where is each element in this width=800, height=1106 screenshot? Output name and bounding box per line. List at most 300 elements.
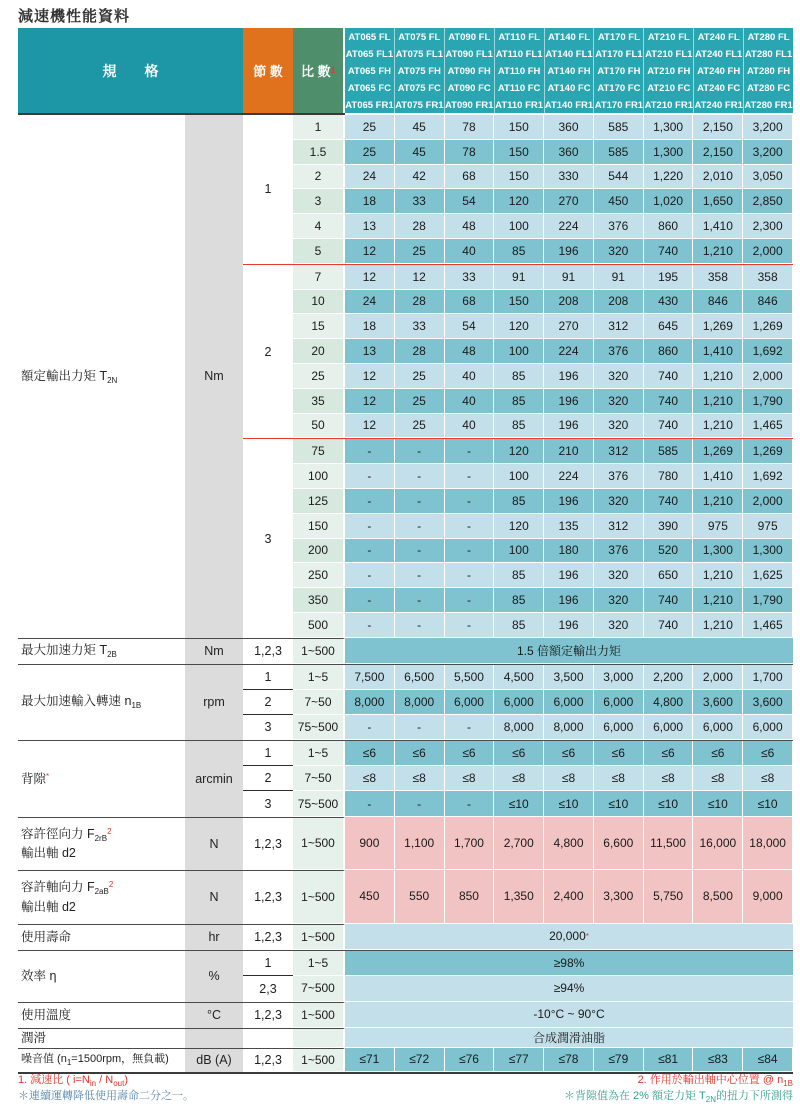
torque-sections bbox=[243, 115, 793, 638]
ratio-cell: 200 bbox=[293, 539, 345, 564]
band-temperature bbox=[18, 1002, 793, 1028]
value-row bbox=[345, 817, 793, 870]
service-life-unit: hr bbox=[185, 924, 243, 950]
torque-value-cell: 1,220 bbox=[644, 165, 694, 190]
torque-section bbox=[243, 115, 793, 264]
data-cell: 6,000 bbox=[693, 715, 743, 740]
model-name: AT090 FL bbox=[448, 32, 491, 43]
subrow bbox=[243, 665, 793, 690]
torque-value-cell: 520 bbox=[644, 539, 694, 564]
torque-value-cell: 78 bbox=[445, 140, 495, 165]
torque-value-cell: 85 bbox=[494, 489, 544, 514]
torque-value-cell: 846 bbox=[693, 290, 743, 315]
data-cell: ≤8 bbox=[395, 766, 445, 791]
data-cell: 1,700 bbox=[445, 817, 495, 870]
value-row bbox=[345, 715, 793, 740]
model-column bbox=[644, 28, 694, 113]
torque-value-cell: - bbox=[345, 489, 395, 514]
data-cell: ≤79 bbox=[594, 1048, 644, 1072]
torque-value-cell: 320 bbox=[594, 613, 644, 638]
subrow bbox=[243, 741, 793, 766]
value-row bbox=[345, 1048, 793, 1072]
backlash-unit: arcmin bbox=[185, 740, 243, 817]
torque-section bbox=[243, 438, 793, 637]
torque-value-cell: 330 bbox=[544, 165, 594, 190]
torque-value-cell: 1,625 bbox=[743, 563, 793, 588]
torque-row bbox=[293, 189, 793, 214]
torque-value-cell: 40 bbox=[445, 414, 495, 439]
header-left bbox=[18, 28, 345, 115]
data-cell: 3,600 bbox=[693, 690, 743, 715]
rated-torque-label: 額定輸出力矩 $T_{2N}$ bbox=[21, 368, 118, 385]
stage-number: 2 bbox=[243, 265, 293, 439]
torque-value-cell: 1,790 bbox=[743, 588, 793, 613]
torque-value-cell: - bbox=[395, 539, 445, 564]
torque-value-cell: 12 bbox=[395, 265, 445, 290]
torque-value-cell: 270 bbox=[544, 314, 594, 339]
data-cell: - bbox=[445, 715, 495, 740]
model-name: AT280 FR1 bbox=[744, 100, 793, 111]
torque-value-cell: 196 bbox=[544, 489, 594, 514]
torque-row bbox=[293, 115, 793, 140]
subrow bbox=[243, 951, 793, 977]
torque-row bbox=[293, 539, 793, 564]
band-backlash bbox=[18, 740, 793, 817]
torque-value-cell: 650 bbox=[644, 563, 694, 588]
model-column bbox=[594, 28, 644, 113]
torque-value-cell: 85 bbox=[494, 414, 544, 439]
torque-value-cell: 40 bbox=[445, 389, 495, 414]
torque-value-cell: - bbox=[345, 514, 395, 539]
torque-value-cell: 196 bbox=[544, 239, 594, 264]
torque-value-cell: 2,300 bbox=[743, 214, 793, 239]
stage-header: 節 數 bbox=[243, 28, 293, 113]
data-cell: ≤8 bbox=[693, 766, 743, 791]
model-name: AT140 FR1 bbox=[544, 100, 594, 111]
model-name: AT110 FL1 bbox=[495, 49, 543, 60]
ratio-cell: 125 bbox=[293, 489, 345, 514]
ratio-cell: 1~500 bbox=[293, 870, 345, 924]
torque-value-cell: 196 bbox=[544, 389, 594, 414]
torque-value-cell: 1,465 bbox=[743, 613, 793, 638]
torque-value-cell: 358 bbox=[693, 265, 743, 290]
torque-value-cell: 196 bbox=[544, 613, 594, 638]
data-cell: 8,500 bbox=[693, 870, 743, 924]
footnote-backlash-note: ＊背隙值為在 2% 額定力矩 $T_{2N}$的扭力下所測得 bbox=[563, 1090, 793, 1104]
torque-value-cell: 1,300 bbox=[693, 539, 743, 564]
torque-value-cell: 85 bbox=[494, 389, 544, 414]
spec-header: 規 格 bbox=[18, 28, 243, 113]
torque-value-cell: 1,210 bbox=[693, 563, 743, 588]
data-cell: ≤6 bbox=[494, 741, 544, 766]
data-cell: 6,000 bbox=[594, 715, 644, 740]
torque-value-cell: 135 bbox=[544, 514, 594, 539]
ratio-cell: 1~500 bbox=[293, 1002, 345, 1028]
max-accel-speed-label: 最大加速輸入轉速 $n_{1B}$ bbox=[18, 664, 185, 740]
data-cell: ≤6 bbox=[743, 741, 793, 766]
torque-value-cell: 28 bbox=[395, 339, 445, 364]
data-cell: 9,000 bbox=[743, 870, 793, 924]
data-cell: 6,000 bbox=[494, 690, 544, 715]
data-cell: 8,000 bbox=[345, 690, 395, 715]
torque-value-cell: 150 bbox=[494, 165, 544, 190]
model-name: AT240 FH bbox=[697, 66, 741, 77]
stage-cell bbox=[243, 1028, 293, 1048]
footnote-left bbox=[18, 1074, 194, 1103]
torque-value-cell: 12 bbox=[345, 239, 395, 264]
torque-row bbox=[293, 314, 793, 339]
model-name: AT170 FC bbox=[597, 83, 641, 94]
stage-cell: 1,2,3 bbox=[243, 817, 293, 870]
torque-value-cell: - bbox=[445, 514, 495, 539]
data-cell: 8,000 bbox=[494, 715, 544, 740]
data-cell: 900 bbox=[345, 817, 395, 870]
data-cell: 18,000 bbox=[743, 817, 793, 870]
torque-value-cell: 740 bbox=[644, 364, 694, 389]
service-life-values bbox=[345, 924, 793, 950]
max-accel-torque-values bbox=[345, 638, 793, 664]
torque-value-cell: 100 bbox=[494, 214, 544, 239]
ratio-cell: 3 bbox=[293, 189, 345, 214]
data-cell: ≤8 bbox=[445, 766, 495, 791]
model-name: AT140 FL bbox=[547, 32, 591, 43]
torque-value-cell: - bbox=[395, 439, 445, 464]
stage-cell: 1 bbox=[243, 741, 293, 766]
torque-value-cell: 28 bbox=[395, 290, 445, 315]
torque-row bbox=[293, 364, 793, 389]
data-cell: ≤8 bbox=[743, 766, 793, 791]
torque-value-cell: 376 bbox=[594, 539, 644, 564]
value-row bbox=[345, 791, 793, 816]
torque-value-cell: - bbox=[445, 464, 495, 489]
model-name: AT075 FL1 bbox=[395, 49, 443, 60]
data-cell: ≤10 bbox=[594, 791, 644, 816]
data-cell: 4,500 bbox=[494, 665, 544, 690]
torque-value-cell: - bbox=[345, 613, 395, 638]
lubrication-span: 合成潤滑油脂 bbox=[345, 1028, 793, 1048]
torque-value-cell: 320 bbox=[594, 563, 644, 588]
data-cell: 450 bbox=[345, 870, 395, 924]
torque-value-cell: 180 bbox=[544, 539, 594, 564]
model-name: AT240 FC bbox=[697, 83, 741, 94]
ratio-cell: 50 bbox=[293, 414, 345, 439]
torque-value-cell: 1,410 bbox=[693, 214, 743, 239]
data-cell: ≤8 bbox=[494, 766, 544, 791]
data-cell: 11,500 bbox=[644, 817, 694, 870]
page-title: 減速機性能資料 bbox=[18, 8, 131, 25]
torque-value-cell: 45 bbox=[395, 140, 445, 165]
footnote-ratio-def: 1. 減速比 ( $i=N_{in} / N_{out}$) bbox=[18, 1074, 128, 1088]
data-cell: - bbox=[395, 715, 445, 740]
subrow bbox=[243, 690, 793, 715]
data-cell: ≤6 bbox=[693, 741, 743, 766]
torque-value-cell: 312 bbox=[594, 314, 644, 339]
stage-number: 1 bbox=[243, 115, 293, 264]
torque-value-cell: 740 bbox=[644, 414, 694, 439]
ratio-cell: 7~50 bbox=[293, 690, 345, 715]
model-name: AT140 FL1 bbox=[545, 49, 593, 60]
model-name: AT280 FC bbox=[747, 83, 791, 94]
data-cell: 6,000 bbox=[445, 690, 495, 715]
data-cell: ≤78 bbox=[544, 1048, 594, 1072]
radial-force-label: 容許徑向力 $F_{2rB}^2$ 輸出軸 d2 bbox=[18, 817, 185, 870]
data-cell: 1,350 bbox=[494, 870, 544, 924]
ratio-cell: 15 bbox=[293, 314, 345, 339]
torque-value-cell: 1,269 bbox=[693, 439, 743, 464]
torque-value-cell: 2,850 bbox=[743, 189, 793, 214]
torque-value-cell: 1,410 bbox=[693, 339, 743, 364]
data-cell: ≤6 bbox=[594, 741, 644, 766]
model-name: AT065 FH bbox=[347, 66, 391, 77]
torque-value-cell: 68 bbox=[445, 165, 495, 190]
torque-value-cell: 224 bbox=[544, 214, 594, 239]
data-cell: 550 bbox=[395, 870, 445, 924]
band-noise bbox=[18, 1048, 793, 1072]
stage-cell: 1,2,3 bbox=[243, 1048, 293, 1072]
model-name: AT210 FC bbox=[647, 83, 691, 94]
data-cell: 5,750 bbox=[644, 870, 694, 924]
torque-row bbox=[293, 414, 793, 439]
torque-value-cell: 33 bbox=[445, 265, 495, 290]
torque-value-cell: 320 bbox=[594, 364, 644, 389]
data-cell: 3,000 bbox=[594, 665, 644, 690]
torque-value-cell: 1,790 bbox=[743, 389, 793, 414]
torque-value-cell: 100 bbox=[494, 464, 544, 489]
model-name: AT090 FC bbox=[447, 83, 491, 94]
torque-value-cell: 196 bbox=[544, 364, 594, 389]
model-column bbox=[445, 28, 495, 113]
model-name: AT110 FH bbox=[497, 66, 541, 77]
torque-value-cell: 1,269 bbox=[743, 314, 793, 339]
torque-value-cell: 24 bbox=[345, 165, 395, 190]
torque-value-cell: 224 bbox=[544, 464, 594, 489]
ratio-cell: 1~500 bbox=[293, 1048, 345, 1072]
torque-value-cell: - bbox=[445, 439, 495, 464]
torque-value-cell: 1,210 bbox=[693, 489, 743, 514]
subrow bbox=[243, 791, 793, 816]
torque-value-cell: - bbox=[345, 439, 395, 464]
torque-row bbox=[293, 290, 793, 315]
torque-value-cell: 195 bbox=[644, 265, 694, 290]
data-cell: 16,000 bbox=[693, 817, 743, 870]
torque-value-cell: 320 bbox=[594, 489, 644, 514]
torque-value-cell: - bbox=[395, 563, 445, 588]
torque-value-cell: 196 bbox=[544, 414, 594, 439]
torque-row bbox=[293, 489, 793, 514]
data-cell: - bbox=[345, 715, 395, 740]
service-life-span: 20,000 * bbox=[345, 924, 793, 950]
data-cell: ≤10 bbox=[494, 791, 544, 816]
torque-value-cell: 25 bbox=[395, 364, 445, 389]
axial-force-label: 容許軸向力 $F_{2aB}^2$ 輸出軸 d2 bbox=[18, 870, 185, 924]
torque-value-cell: - bbox=[395, 464, 445, 489]
data-cell: - bbox=[345, 791, 395, 816]
torque-value-cell: 48 bbox=[445, 214, 495, 239]
model-name: AT075 FR1 bbox=[395, 100, 444, 111]
torque-value-cell: 1,210 bbox=[693, 364, 743, 389]
ratio-cell: 4 bbox=[293, 214, 345, 239]
torque-value-cell: 740 bbox=[644, 489, 694, 514]
torque-value-cell: 18 bbox=[345, 314, 395, 339]
torque-value-cell: 12 bbox=[345, 364, 395, 389]
max-accel-torque-label: 最大加速力矩 $T_{2B}$ bbox=[18, 638, 185, 664]
torque-value-cell: 740 bbox=[644, 389, 694, 414]
band-service-life bbox=[18, 924, 793, 950]
ratio-cell: 1 bbox=[293, 115, 345, 140]
model-column bbox=[395, 28, 445, 113]
torque-value-cell: 120 bbox=[494, 189, 544, 214]
value-row bbox=[345, 766, 793, 791]
efficiency-label: 效率 η bbox=[18, 950, 185, 1002]
torque-value-cell: 120 bbox=[494, 514, 544, 539]
torque-row bbox=[293, 563, 793, 588]
model-name: AT170 FH bbox=[597, 66, 641, 77]
stage-cell: 1,2,3 bbox=[243, 924, 293, 950]
data-cell: ≤8 bbox=[644, 766, 694, 791]
data-cell: 6,000 bbox=[544, 690, 594, 715]
torque-value-cell: 54 bbox=[445, 314, 495, 339]
data-cell: 5,500 bbox=[445, 665, 495, 690]
torque-value-cell: 91 bbox=[594, 265, 644, 290]
data-cell: ≤71 bbox=[345, 1048, 395, 1072]
torque-value-cell: 85 bbox=[494, 588, 544, 613]
model-name: AT240 FL bbox=[697, 32, 740, 43]
service-life-label: 使用壽命 bbox=[18, 924, 185, 950]
band-axial-force bbox=[18, 870, 793, 924]
torque-value-cell: 1,300 bbox=[644, 140, 694, 165]
torque-value-cell: 196 bbox=[544, 588, 594, 613]
efficiency-span: ≥94% bbox=[345, 976, 793, 1002]
torque-value-cell: 780 bbox=[644, 464, 694, 489]
ratio-cell: 100 bbox=[293, 464, 345, 489]
temperature-unit: °C bbox=[185, 1002, 243, 1028]
ratio-cell: 75~500 bbox=[293, 715, 345, 740]
torque-value-cell: 860 bbox=[644, 339, 694, 364]
stage-cell: 1 bbox=[243, 665, 293, 690]
torque-value-cell: 1,210 bbox=[693, 613, 743, 638]
stage-cell: 1 bbox=[243, 951, 293, 977]
backlash-label: 背隙* bbox=[18, 740, 185, 817]
data-cell: ≤6 bbox=[445, 741, 495, 766]
data-cell: ≤83 bbox=[693, 1048, 743, 1072]
footnote-force-note: 2. 作用於輸出軸中心位置 @ $n_{1B}$ bbox=[637, 1074, 793, 1088]
stage-cell: 1,2,3 bbox=[243, 1002, 293, 1028]
torque-value-cell: 13 bbox=[345, 339, 395, 364]
model-name: AT140 FC bbox=[547, 83, 591, 94]
torque-value-cell: 42 bbox=[395, 165, 445, 190]
ratio-cell: 7 bbox=[293, 265, 345, 290]
model-name: AT110 FR1 bbox=[495, 100, 544, 111]
torque-value-cell: 25 bbox=[395, 239, 445, 264]
band-lubrication bbox=[18, 1028, 793, 1048]
torque-value-cell: - bbox=[445, 539, 495, 564]
torque-value-cell: - bbox=[345, 563, 395, 588]
noise-label: 噪音值 ($n_1=1500rpm$，無負載) bbox=[18, 1048, 185, 1072]
stage-cell: 2 bbox=[243, 766, 293, 791]
torque-value-cell: 320 bbox=[594, 588, 644, 613]
torque-value-cell: 1,210 bbox=[693, 389, 743, 414]
backlash-subrows bbox=[243, 740, 793, 817]
ratio-cell: 1~5 bbox=[293, 741, 345, 766]
ratio-cell: 20 bbox=[293, 339, 345, 364]
footnote-life-note: ＊連續運轉降低使用壽命二分之一。 bbox=[18, 1090, 194, 1102]
subrow bbox=[243, 976, 793, 1002]
ratio-header: 比 數 1 bbox=[293, 28, 345, 113]
ratio-cell: 7~500 bbox=[293, 976, 345, 1002]
table-header bbox=[18, 28, 793, 115]
torque-value-cell: 28 bbox=[395, 214, 445, 239]
temperature-values bbox=[345, 1002, 793, 1028]
band-max-accel-torque bbox=[18, 638, 793, 664]
torque-value-cell: 54 bbox=[445, 189, 495, 214]
torque-value-cell: - bbox=[445, 588, 495, 613]
torque-value-cell: 25 bbox=[395, 389, 445, 414]
torque-value-cell: 1,410 bbox=[693, 464, 743, 489]
data-cell: 2,000 bbox=[693, 665, 743, 690]
torque-value-cell: 1,269 bbox=[743, 439, 793, 464]
torque-value-cell: 1,300 bbox=[743, 539, 793, 564]
torque-row bbox=[293, 464, 793, 489]
torque-value-cell: 2,000 bbox=[743, 364, 793, 389]
data-cell: ≤8 bbox=[345, 766, 395, 791]
torque-value-cell: 150 bbox=[494, 140, 544, 165]
torque-value-cell: 12 bbox=[345, 389, 395, 414]
lubrication-label: 潤滑 bbox=[18, 1028, 185, 1048]
data-cell: ≤76 bbox=[445, 1048, 495, 1072]
data-cell: 3,500 bbox=[544, 665, 594, 690]
data-cell: ≤6 bbox=[345, 741, 395, 766]
torque-value-cell: 85 bbox=[494, 364, 544, 389]
torque-value-cell: 320 bbox=[594, 414, 644, 439]
torque-row bbox=[293, 389, 793, 414]
efficiency-subrows bbox=[243, 950, 793, 1002]
torque-value-cell: 40 bbox=[445, 364, 495, 389]
torque-value-cell: 25 bbox=[345, 115, 395, 140]
model-name: AT210 FR1 bbox=[644, 100, 693, 111]
torque-value-cell: 3,200 bbox=[743, 140, 793, 165]
temperature-label: 使用溫度 bbox=[18, 1002, 185, 1028]
torque-value-cell: 85 bbox=[494, 613, 544, 638]
ratio-cell: 1~5 bbox=[293, 951, 345, 977]
model-name: AT170 FL1 bbox=[595, 49, 643, 60]
model-name: AT065 FL bbox=[348, 32, 391, 43]
data-cell: ≤6 bbox=[544, 741, 594, 766]
band-efficiency bbox=[18, 950, 793, 1002]
data-cell: ≤10 bbox=[743, 791, 793, 816]
data-cell: - bbox=[445, 791, 495, 816]
torque-section bbox=[243, 264, 793, 439]
torque-value-cell: 1,269 bbox=[693, 314, 743, 339]
torque-value-cell: 390 bbox=[644, 514, 694, 539]
torque-row bbox=[293, 339, 793, 364]
torque-value-cell: 100 bbox=[494, 539, 544, 564]
model-name: AT090 FL1 bbox=[445, 49, 493, 60]
stage-cell: 3 bbox=[243, 791, 293, 816]
max-accel-speed-subrows bbox=[243, 664, 793, 740]
value-row bbox=[345, 665, 793, 690]
model-name: AT240 FR1 bbox=[694, 100, 743, 111]
ratio-cell: 1.5 bbox=[293, 140, 345, 165]
data-cell: ≤77 bbox=[494, 1048, 544, 1072]
data-cell: 2,400 bbox=[544, 870, 594, 924]
data-cell: 6,000 bbox=[644, 715, 694, 740]
torque-value-cell: - bbox=[345, 539, 395, 564]
torque-value-cell: 1,692 bbox=[743, 339, 793, 364]
torque-value-cell: 150 bbox=[494, 115, 544, 140]
torque-value-cell: - bbox=[395, 489, 445, 514]
torque-value-cell: 2,000 bbox=[743, 489, 793, 514]
value-row bbox=[345, 690, 793, 715]
